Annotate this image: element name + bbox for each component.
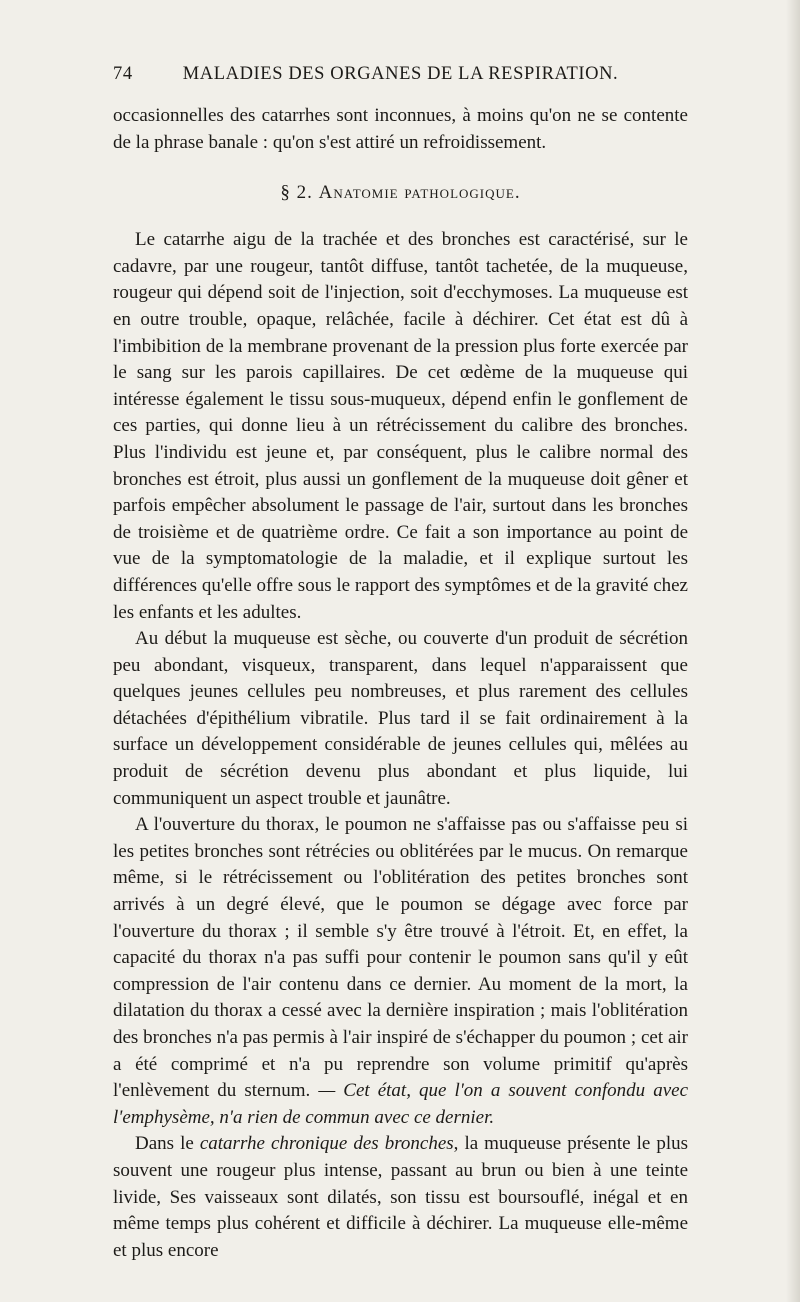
chronic-lead: Dans le: [135, 1133, 194, 1155]
chronic-term: catarrhe chronique des bronches: [199, 1133, 454, 1155]
running-title: MALADIES DES ORGANES DE LA RESPIRATION.: [182, 64, 619, 84]
paragraph-thorax-text: A l'ouverture du thorax, le poumon ne s'affaisse pas ou s'affaisse peu si les petites bronches sont rétrécies ou oblitérées par le mucus. On remarque même, si le rétrécissement ou l'oblitération des petites bronches sont arrivés à un degré élevé, que le poumon se dégage avec force par l'ouverture du thorax ; il semble s'y être trouvé à l'étroit. Et, en effet, la capacité du thorax n'a pas suffi pour contenir le poumon sans qu'il y eût compression de l'air contenu dans ce dernier. Au moment de la mort, la dilatation du thorax a cessé avec la dernière inspiration ; mais l'oblitération des bronches n'a pas permis à l'air inspiré de s'échapper du poumon ; cet air a été comprimé et n'a pu reprendre son volume primitif qu'après l'enlèvement du sternum.: [113, 814, 688, 1102]
paragraph-onset: Au début la muqueuse est sèche, ou couverte d'un produit de sécrétion peu abondant, visqueux, transparent, dans lequel n'apparaissent que quelques jeunes cellules peu nombreuses, et plus rarement des cellules détachées d'épithélium vibratile. Plus tard il se fait ordinairement à la surface un développement considérable de jeunes cellules qui, mêlées au produit de sécrétion devenu plus abondant et plus liquide, lui communiquent un aspect trouble et jaunâtre.: [113, 628, 688, 809]
page-number: 74: [113, 64, 133, 84]
paragraph-chronic-catarrh: [113, 1131, 688, 1264]
section-heading: [113, 180, 688, 206]
page-edge-shadow: [786, 0, 800, 1302]
paragraph-acute-catarrh: Le catarrhe aigu de la trachée et des bronches est caractérisé, sur le cadavre, par une rougeur, tantôt diffuse, tantôt tachetée, de la muqueuse, rougeur qui dépend soit de l'injection, soit d'ecchymoses. La muqueuse est en outre trouble, opaque, relâchée, facile à déchirer. Cet état est dû à l'imbibition de la membrane provenant de la pression plus forte exercée par le sang sur les parois capillaires. De cet œdème de la muqueuse qui intéresse également le tissu sous-muqueux, dépend enfin le gonflement de ces parties, qui donne lieu à un rétrécissement du calibre des bronches. Plus l'individu est jeune et, par conséquent, plus le calibre normal des bronches est étroit, plus aussi un gonflement de la muqueuse doit gêner et parfois empêcher absolument le passage de l'air, surtout dans les bronches de troisième et de quatrième ordre. Ce fait a son importance au point de vue de la symptomatologie de la maladie, et il explique surtout les différences qu'elle offre sous le rapport des symptômes et de la gravité chez les enfants et les adultes.: [113, 229, 688, 623]
section-title: Anatomie pathologique.: [318, 182, 521, 204]
emphysema-remark: — Cet état, que l'on a souvent confondu avec l'emphysème, n'a rien de commun avec ce dernier.: [113, 1080, 689, 1128]
body-text: [113, 103, 688, 1264]
continued-paragraph: occasionnelles des catarrhes sont inconnues, à moins qu'on ne se contente de la phrase banale : qu'on s'est attiré un refroidissement.: [113, 105, 688, 153]
chronic-text: , la muqueuse présente le plus souvent une rougeur plus intense, passant au brun ou bien à une teinte livide, Ses vaisseaux sont dilatés, son tissu est boursouflé, inégal et en même temps plus cohérent et difficile à déchirer. La muqueuse elle-même et plus encore: [113, 1133, 689, 1261]
paragraph-thorax-opening: [113, 812, 688, 1131]
section-number: § 2.: [280, 182, 313, 204]
page-header: [113, 64, 688, 90]
